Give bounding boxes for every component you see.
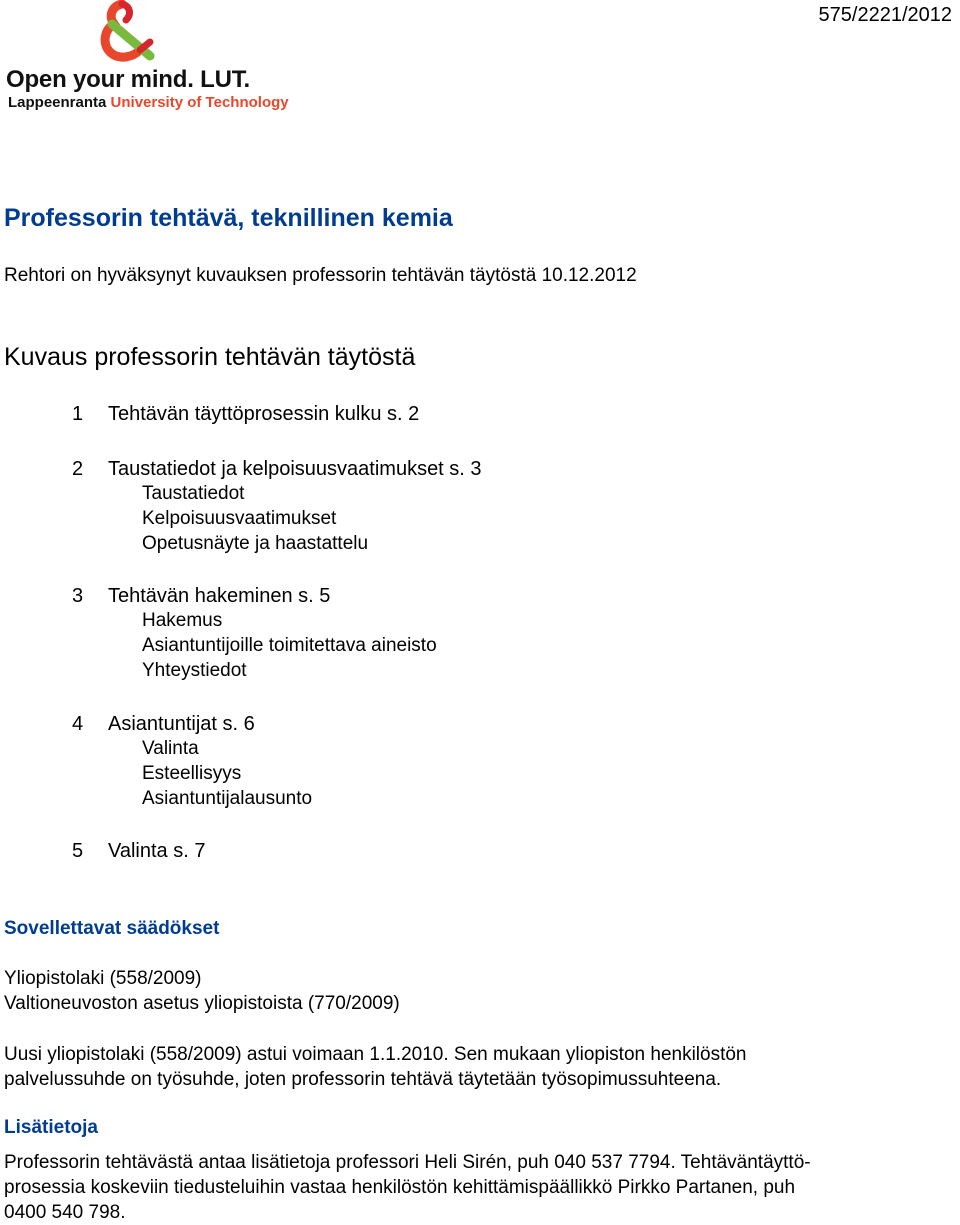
toc-item — [72, 585, 772, 683]
ampersand-logo-mark — [4, 0, 164, 66]
more-info-line: Professorin tehtävästä antaa lisätietoja professori Heli Sirén, puh 040 537 7794. Tehtäväntäyttö- — [4, 1152, 811, 1173]
note-line: Uusi yliopistolaki (558/2009) astui voimaan 1.1.2010. Sen mukaan yliopiston henkilöstön — [4, 1044, 747, 1065]
page-title: Professorin tehtävä, teknillinen kemia — [4, 204, 453, 232]
toc-item-number: 4 — [72, 713, 84, 735]
regulation-line: Valtioneuvoston asetus yliopistoista (770/2009) — [4, 993, 400, 1014]
toc-item-label: Asiantuntijat s. 6 — [108, 713, 255, 735]
regulations-list — [4, 966, 400, 1016]
regulations-note — [4, 1042, 747, 1092]
toc-subitem: Hakemus — [142, 610, 223, 631]
toc-subitem: Opetusnäyte ja haastattelu — [142, 533, 369, 554]
logo-tagline: Open your mind. LUT. — [6, 66, 251, 93]
regulations-heading: Sovellettavat säädökset — [4, 918, 220, 939]
toc-item-label: Valinta s. 7 — [108, 840, 206, 862]
toc-subitem: Valinta — [142, 738, 199, 759]
toc-subitem: Asiantuntijoille toimitettava aineisto — [142, 635, 437, 656]
toc-item-label: Tehtävän hakeminen s. 5 — [108, 585, 331, 607]
toc-subitem: Asiantuntijalausunto — [142, 788, 313, 809]
approval-statement: Rehtori on hyväksynyt kuvauksen professorin tehtävän täytöstä 10.12.2012 — [4, 265, 637, 286]
toc-item-label: Tehtävän täyttöprosessin kulku s. 2 — [108, 403, 420, 425]
toc-subitem: Taustatiedot — [142, 483, 245, 504]
toc-item — [72, 403, 772, 426]
note-line: palvelussuhde on työsuhde, joten professorin tehtävä täytetään työsopimussuhteena. — [4, 1069, 722, 1090]
contents-heading: Kuvaus professorin tehtävän täytöstä — [4, 343, 416, 371]
toc-subitem: Esteellisyys — [142, 763, 242, 784]
toc-item — [72, 713, 772, 811]
toc-item-number: 2 — [72, 458, 84, 480]
toc-item-number: 3 — [72, 585, 84, 607]
toc-item-label: Taustatiedot ja kelpoisuusvaatimukset s. 3 — [108, 458, 482, 480]
logo-institution — [8, 94, 289, 111]
more-info-line: prosessia koskeviin tiedusteluihin vastaa henkilöstön kehittämispäällikkö Pirkko Partanen, puh — [4, 1177, 796, 1198]
more-info-heading: Lisätietoja — [4, 1117, 98, 1138]
toc-item-number: 1 — [72, 403, 84, 425]
document-number: 575/2221/2012 — [818, 4, 952, 26]
toc-subitem: Kelpoisuusvaatimukset — [142, 508, 337, 529]
regulation-line: Yliopistolaki (558/2009) — [4, 968, 202, 989]
toc-item — [72, 458, 772, 556]
more-info-text — [4, 1150, 811, 1225]
logo-institution-part1: Lappeenranta — [8, 94, 107, 111]
toc-item-number: 5 — [72, 840, 84, 862]
more-info-line: 0400 540 798. — [4, 1202, 126, 1223]
toc-item — [72, 840, 772, 863]
logo-institution-part2: University of Technology — [110, 94, 289, 111]
toc-subitem: Yhteystiedot — [142, 660, 247, 681]
